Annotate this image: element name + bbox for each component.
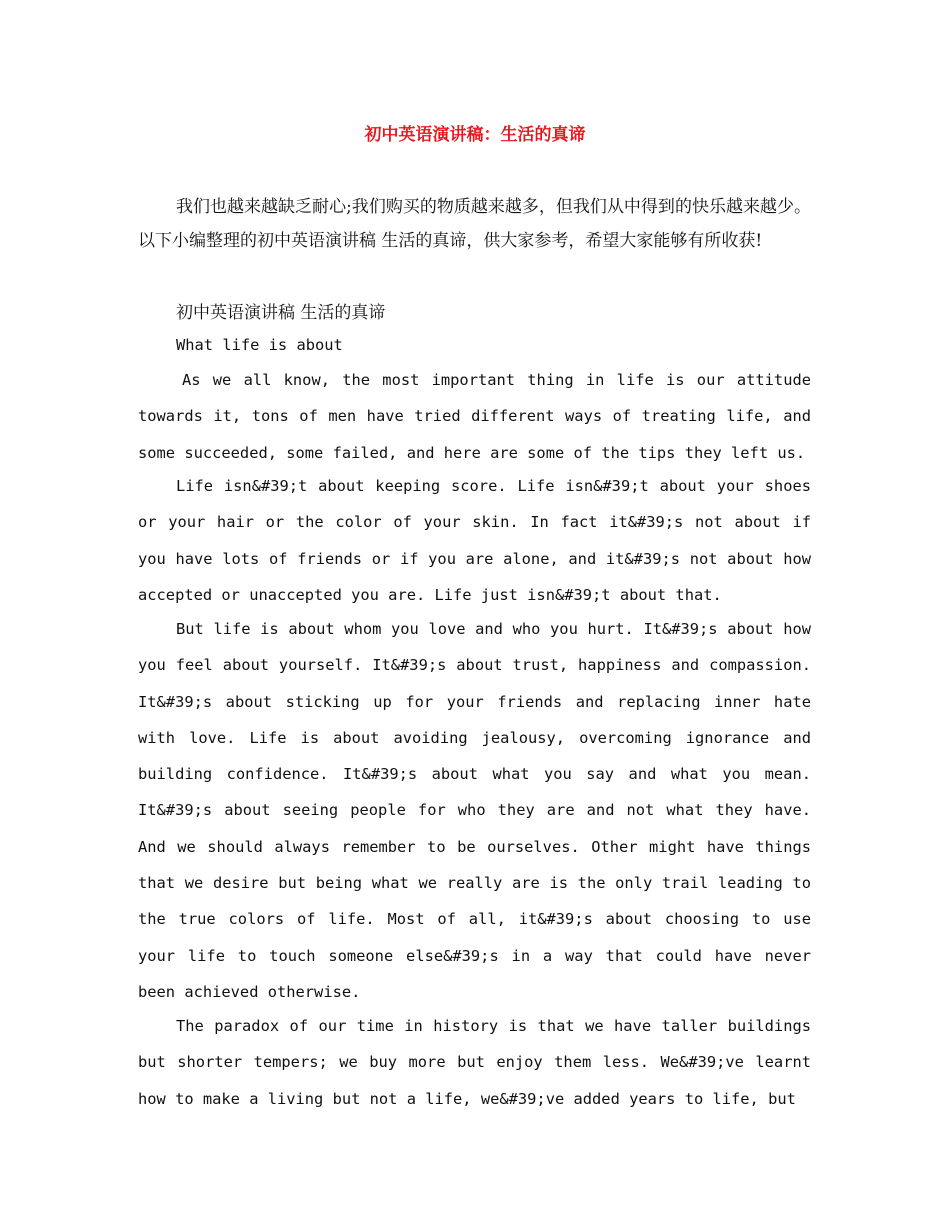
paragraph-whom-you-love: But life is about whom you love and who you hurt. It&#39;s about how you feel about yourself. It&#39;s about trust, happiness and compassion. It&#39;s about sticking up for your friends and replacing inner hate with love. Life is about avoiding jealousy, overcoming ignorance and building confidence. It&#39;s about what you say and what you mean. It&#39;s about seeing people for who they are and not what they have. And we should always remember to be ourselves. Other might have things that we desire but being what we really are is the only trail leading to the true colors of life. Most of all, it&#39;s about choosing to use your life to touch someone else&#39;s in a way that could have never been achieved otherwise.: [138, 620, 811, 1001]
subtitle-english: What life is about: [176, 336, 343, 354]
paragraph-keeping-score: Life isn&#39;t about keeping score. Life isn&#39;t about your shoes or your hair or the color of your skin. In fact it&#39;s not about if you have lots of friends or if you are alone, and it&#39;s not about how accepted or unaccepted you are. Life just isn&#39;t about that.: [138, 477, 811, 604]
paragraph-attitude: As we all know, the most important thing in life is our attitude towards it, tons of men have tried different ways of treating life, and some succeeded, some failed, and here are some of the tips they left us.: [138, 371, 811, 462]
intro-paragraph: 我们也越来越缺乏耐心;我们购买的物质越来越多，但我们从中得到的快乐越来越少。以下小编整理的初中英语演讲稿 生活的真谛，供大家参考，希望大家能够有所收获!: [138, 197, 811, 251]
paragraph-paradox: The paradox of our time in history is that we have taller buildings but shorter tempers; we buy more but enjoy them less. We&#39;ve learnt how to make a living but not a life, we&#39;ve added years to life, but: [138, 1017, 811, 1108]
document-title: 初中英语演讲稿：生活的真谛: [364, 125, 586, 145]
subtitle-chinese: 初中英语演讲稿 生活的真谛: [176, 303, 386, 323]
